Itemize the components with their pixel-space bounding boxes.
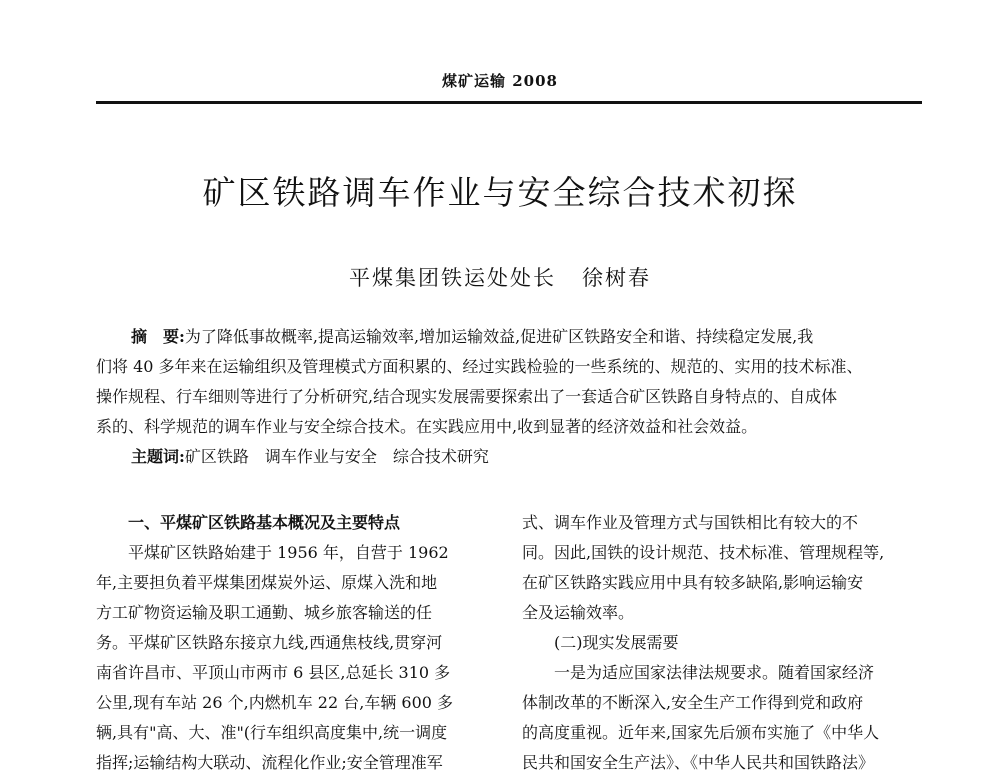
running-header: 煤矿运输 2008	[442, 72, 558, 90]
keywords	[131, 442, 922, 472]
paragraph-line: 全及运输效率。	[522, 603, 635, 622]
paragraph-line: 民共和国安全生产法》、《中华人民共和国铁路法》	[522, 753, 875, 772]
paragraph-line: 一是为适应国家法律法规要求。随着国家经济	[554, 663, 875, 682]
abstract-line	[96, 322, 922, 352]
paragraph-line: 务。平煤矿区铁路东接京九线,西通焦枝线,贯穿河	[96, 633, 443, 652]
paragraph-line: 体制改革的不断深入,安全生产工作得到党和政府	[522, 693, 864, 712]
keywords-text: 矿区铁路 调车作业与安全 综合技术研究	[184, 447, 489, 466]
keywords-label: 主题词:	[131, 447, 185, 466]
author-affiliation: 平煤集团铁运处处长	[349, 266, 556, 290]
paragraph-line: 的高度重视。近年来,国家先后颁布实施了《中华人	[522, 723, 880, 742]
left-column	[96, 508, 496, 778]
abstract-label: 摘 要:	[131, 327, 185, 346]
abstract-line: 们将 40 多年来在运输组织及管理模式方面积累的、经过实践检验的一些系统的、规范的、实用的技术标准、	[96, 357, 863, 376]
paragraph-line: 同。因此,国铁的设计规范、技术标准、管理规程等,	[522, 543, 885, 562]
paragraph-line: 方工矿物资运输及职工通勤、城乡旅客输送的任	[96, 603, 433, 622]
paragraph-line: 指挥;运输结构大联动、流程化作业;安全管理准军	[96, 753, 443, 772]
right-column	[522, 508, 922, 778]
header-rule	[96, 101, 922, 104]
paragraph-line: 南省许昌市、平顶山市两市 6 县区,总延长 310 多	[96, 663, 451, 682]
abstract-line: 系的、科学规范的调车作业与安全综合技术。在实践应用中,收到显著的经济效益和社会效益。	[96, 417, 758, 436]
subsection-heading: (二)现实发展需要	[554, 633, 679, 652]
paragraph-line: 公里,现有车站 26 个,内燃机车 22 台,车辆 600 多	[96, 693, 454, 712]
paragraph-line: 辆,具有"高、大、准"(行车组织高度集中,统一调度	[96, 723, 448, 742]
author-name: 徐树春	[582, 266, 651, 290]
paragraph-line: 在矿区铁路实践应用中具有较多缺陷,影响运输安	[522, 573, 864, 592]
paragraph-line: 式、调车作业及管理方式与国铁相比有较大的不	[522, 513, 859, 532]
section-heading: 一、平煤矿区铁路基本概况及主要特点	[128, 513, 401, 532]
article-title: 矿区铁路调车作业与安全综合技术初探	[202, 173, 798, 212]
paragraph-line: 平煤矿区铁路始建于 1956 年，自营于 1962	[128, 543, 449, 562]
abstract-line: 操作规程、行车细则等进行了分析研究,结合现实发展需要探索出了一套适合矿区铁路自身特点的、自成体	[96, 387, 838, 406]
abstract-text: 为了降低事故概率,提高运输效率,增加运输效益,促进矿区铁路安全和谐、持续稳定发展,我	[184, 327, 814, 346]
author-line	[0, 262, 1000, 292]
abstract	[96, 322, 922, 472]
paragraph-line: 年,主要担负着平煤集团煤炭外运、原煤入洗和地	[96, 573, 438, 592]
